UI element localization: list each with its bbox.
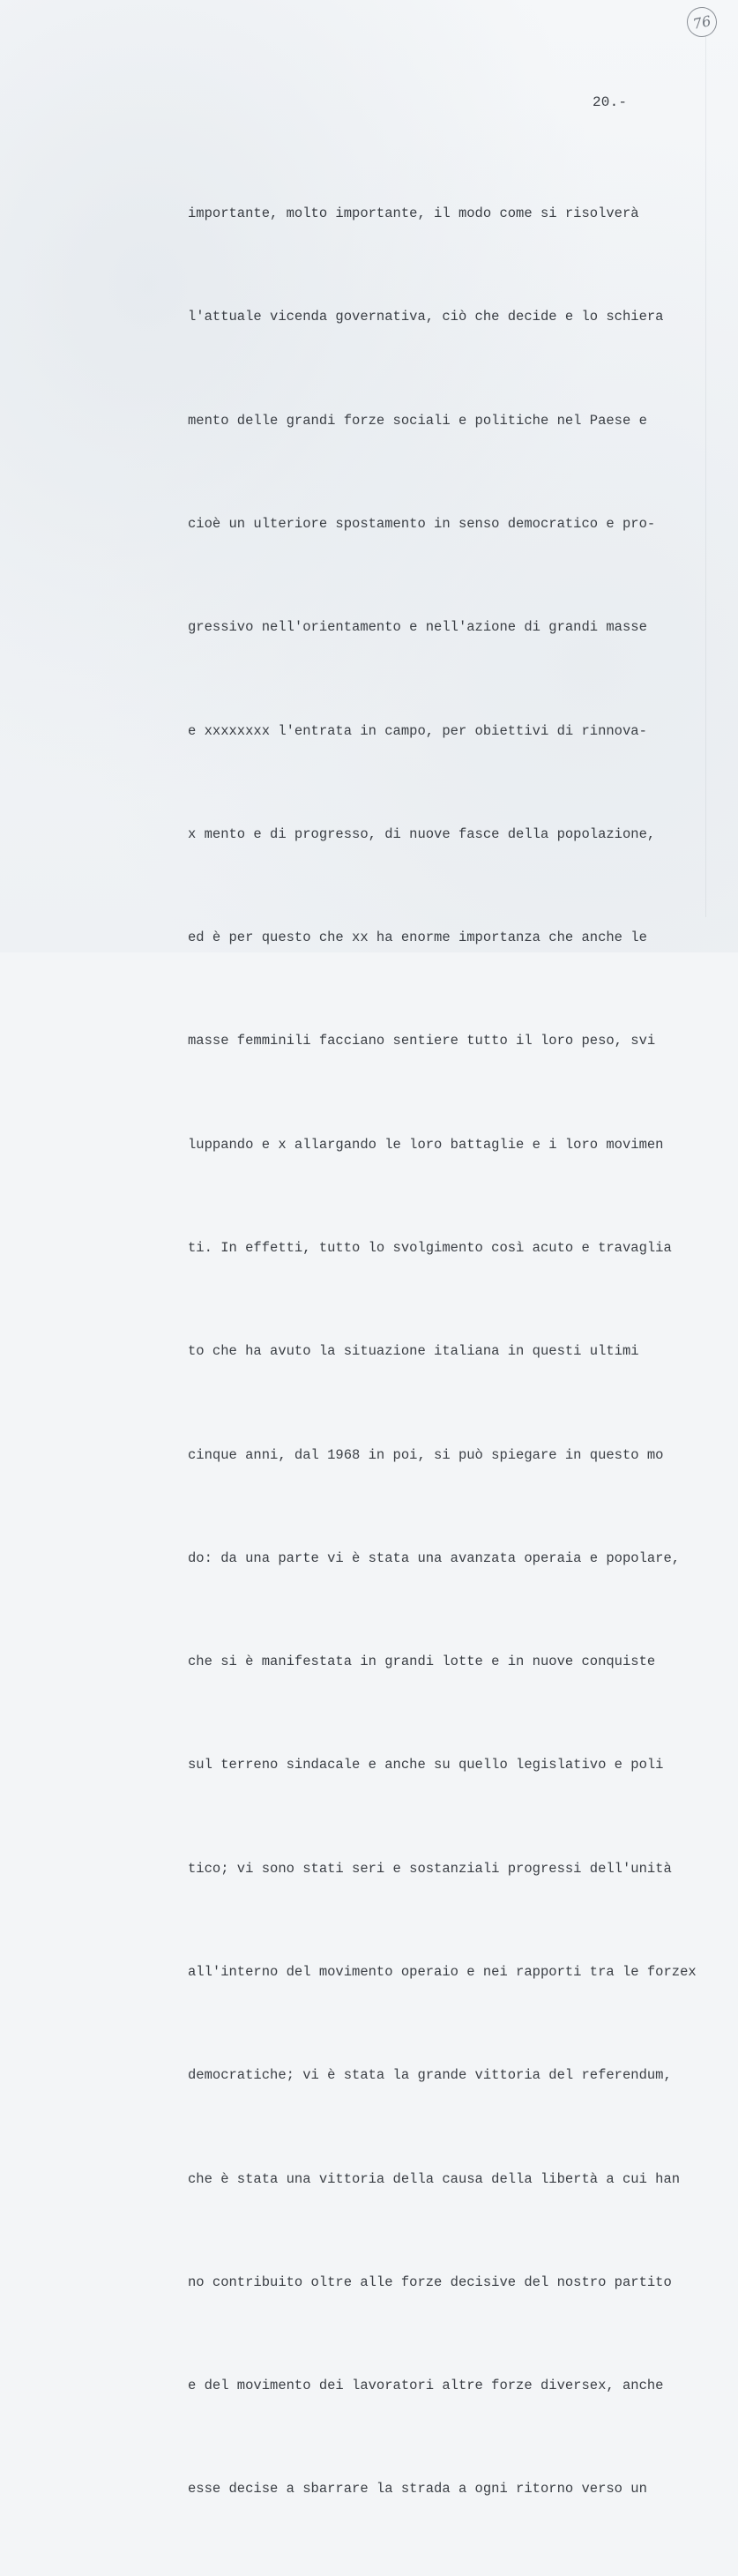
body-text (188, 128, 726, 2576)
text-line: sul terreno sindacale e anche su quello legislativo e poli (188, 1757, 664, 1773)
text-line: importante, molto importante, il modo come si risolverà (188, 205, 639, 222)
page-number: 20.- (593, 94, 628, 110)
text-line: do: da una parte vi è stata una avanzata operaia e popolare, (188, 1549, 681, 1566)
text-line: democratiche; vi è stata la grande vittoria del referendum, (188, 2067, 672, 2084)
text-line: l'attuale vicenda governativa, ciò che decide e lo schiera (188, 309, 664, 325)
text-line: luppando e x allargando le loro battaglie e i loro movimen (188, 1136, 664, 1153)
text-line: tico; vi sono stati seri e sostanziali progressi dell'unità (188, 1860, 672, 1877)
text-line: x mento e di progresso, di nuove fasce della popolazione, (188, 825, 656, 842)
text-line: no contribuito oltre alle forze decisive del nostro partito (188, 2274, 672, 2290)
archive-page-mark (684, 4, 719, 40)
text-line: mento delle grandi forze sociali e politiche nel Paese e (188, 412, 647, 429)
text-line: ti. In effetti, tutto lo svolgimento così acuto e travaglia (188, 1240, 672, 1256)
text-line: cioè un ulteriore spostamento in senso democratico e pro- (188, 516, 656, 533)
text-line: e xxxxxxxx l'entrata in campo, per obiettivi di rinnova- (188, 722, 647, 739)
text-line: esse decise a sbarrare la strada a ogni ritorno verso un (188, 2481, 647, 2498)
text-line: e del movimento dei lavoratori altre forze diversex, anche (188, 2378, 664, 2394)
archive-page-mark-number: 76 (691, 11, 712, 33)
text-line: cinque anni, dal 1968 in poi, si può spiegare in questo mo (188, 1446, 664, 1463)
text-line: to che ha avuto la situazione italiana in questi ultimi (188, 1343, 639, 1360)
text-line: che si è manifestata in grandi lotte e in nuove conquiste (188, 1654, 656, 1670)
text-line: masse femminili facciano sentiere tutto il loro peso, svi (188, 1033, 656, 1049)
text-line: che è stata una vittoria della causa della libertà a cui han (188, 2170, 681, 2187)
text-line: all'interno del movimento operaio e nei rapporti tra le forzex (188, 1963, 697, 1980)
text-line: ed è per questo che xx ha enorme importanza che anche le (188, 930, 647, 946)
text-line: gressivo nell'orientamento e nell'azione di grandi masse (188, 619, 647, 636)
